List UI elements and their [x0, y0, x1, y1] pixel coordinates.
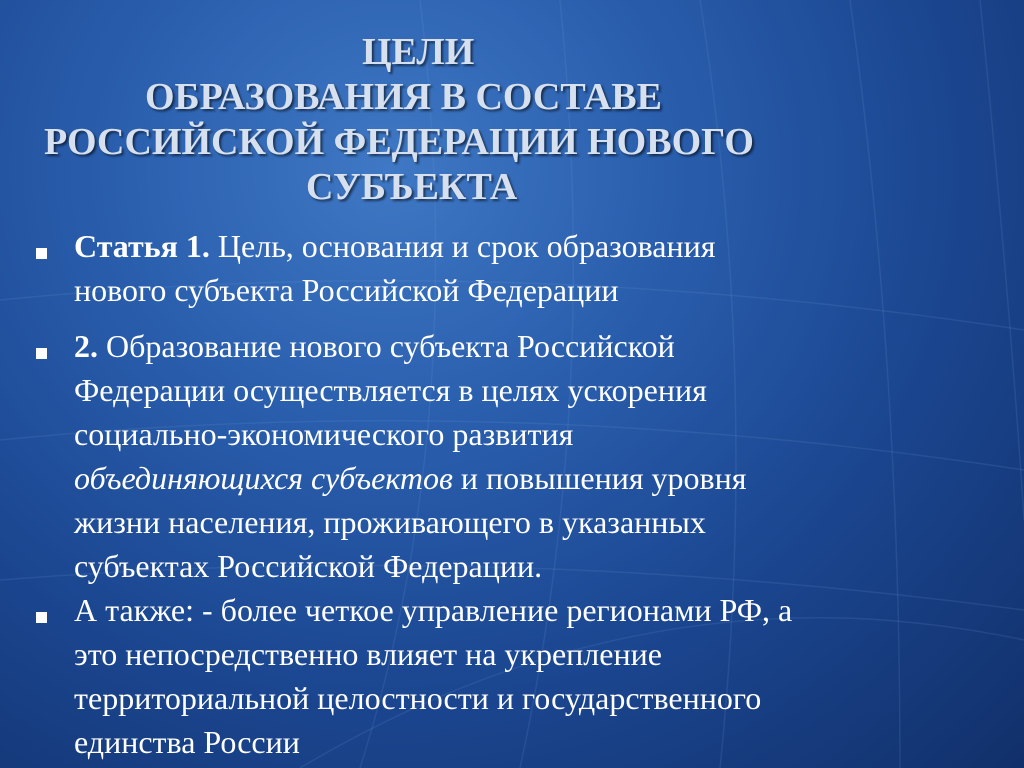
- bullet-3-line-1: А также: - более четкое управление регионами РФ, а: [74, 592, 793, 628]
- title-line-2: ОБРАЗОВАНИЯ В СОСТАВЕ: [145, 76, 662, 118]
- bullet-2-line-2: Федерации осуществляется в целях ускорения: [74, 372, 707, 408]
- bullet-1-line-2: нового субъекта Российской Федерации: [74, 272, 619, 308]
- title-line-4: СУБЪЕКТА: [306, 166, 518, 208]
- bullet-2-line-4: [74, 456, 747, 500]
- bullet-3-line-2: это непосредственно влияет на укрепление: [74, 636, 662, 672]
- italic-phrase: объединяющихся субъектов: [74, 460, 453, 496]
- clause-text: Образование нового субъекта Российской: [98, 328, 675, 364]
- bullet-3-line-4: единства России: [74, 724, 300, 760]
- bullet-marker: [36, 248, 47, 259]
- slide-title: [20, 30, 860, 210]
- title-line-1: ЦЕЛИ: [362, 31, 475, 73]
- bullet-1-line-1: [74, 224, 715, 268]
- line-4-rest: и повышения уровня: [452, 460, 747, 496]
- bullet-2-line-5: жизни населения, проживающего в указанных: [74, 504, 706, 540]
- bullet-2-line-3: социально-экономического развития: [74, 416, 574, 452]
- bullet-2-line-1: [74, 324, 675, 368]
- bullet-3-line-3: территориальной целостности и государственного: [74, 680, 762, 716]
- title-line-3: РОССИЙСКОЙ ФЕДЕРАЦИИ НОВОГО: [44, 121, 754, 163]
- article-text: Цель, основания и срок образования: [209, 228, 716, 264]
- article-label: Статья 1.: [74, 228, 210, 264]
- clause-number: 2.: [74, 328, 98, 364]
- bullet-marker: [36, 348, 47, 359]
- bullet-marker: [36, 612, 47, 623]
- bullet-2-line-6: субъектах Российской Федерации.: [74, 548, 543, 584]
